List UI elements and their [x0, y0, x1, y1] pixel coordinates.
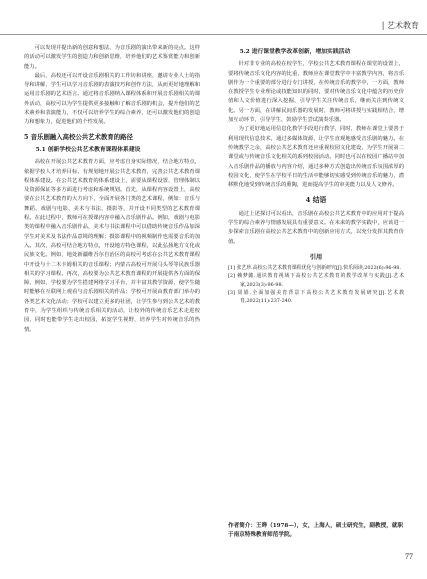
reference-item-2: [2] 赖梦懿.通识教育视域下高校公共艺术教育的教学改革与实践[J].艺术家,2023(3):96-98.	[228, 273, 404, 288]
subsection-heading-5-2: 5.2 进行课堂教学改革创新，增加实践活动	[239, 49, 351, 55]
left-column	[24, 44, 200, 335]
reference-item-1: [1] 张艺珍.高校公共艺术教育课程优化与创新研究[J].快乐阅读,2023(6):96-98.	[228, 265, 401, 272]
section-heading-5: 5 音乐剧融入高校公共艺术教育的路径	[24, 132, 133, 141]
references-heading: 引用	[309, 253, 323, 261]
author-bio: 作者简介：王晔（1978—），女，上海人，硕士研究生，副教授，就职于南京特殊教育师范学院。	[228, 523, 403, 538]
right-paragraph-2: 为了更好地运用信息化教学手段进行教学，同时，教师在课堂上要善于利用现代信息技术，通过多媒体资源，让学生直观地感受音乐剧的魅力。在传统教学之余，高校公共艺术教育还应重视校园文化建设，为学生开展第二课堂或与传统音乐文化相关的系列校园活动。同时也可以在校园广播站中加入音乐剧作品的播放与内容介绍，通过多种方式创造出传统音乐氛围浓厚的校园文化，使学生在学校平日的生活中能够切实感受到传统音乐的魅力，潜移默化地受到传统音乐的熏陶，进而提高学生的审美能力以及人文修养。	[228, 126, 404, 189]
left-paragraph-3: 高校在开展公共艺术教育方面，应考虑自身实际情况，结合地方特点，依据学校人才培养目标，有规划地开展公共艺术教育，完善公共艺术教育课程体系建设。在公共艺术教育的体系建设上，需要从课程设置、管理体制以及资源保证等多方面进行考虑和系统规划。首先，从课程内容设置上，高校要在公共艺术教育的大方向下，全面开展各门类的艺术课程，例如：音乐与舞蹈、戏剧与电影、美术与书法、摄影等，并开设不同类型的艺术教育课程。在此过程中，教师可在授课内容中融入音乐剧作品。例如，戏剧与电影类的课程中融入音乐剧作品，美术与书法课程中可以借助传统音乐作品加深学生对美术及书法作品意境的理解；摄影课程中的视频制作也需要音乐的加入。其次，高校可结合地方特点，开设地方特色课程，以此弘扬地方文化或民族文化。例如，地处新疆维吾尔自治区的高校可考虑在公共艺术教育课程中开设与十二木卡姆相关的音乐课程；内蒙古高校可开展马头琴等民族乐器相关的学习课程。再次，高校要为公共艺术教育课程的开展提供各方面的保障，例如，学校要为学生搭建网络学习平台，并丰富其教学资源，使学生随时能够在互联网上观看与音乐剧相关的作品；学校可开展由教育部门举办的各类艺术文化活动；学校可以建立更多的社团，让学生参与到公共艺术的教育中，为学生组织与传统音乐相关的活动，让校外的传统音乐艺术走进校园，同时也能带学生走出校园，拓宽学生视野，培养学生对传统音乐的热情。	[24, 159, 200, 333]
left-paragraph-2: 最后，高校还可以开设音乐剧相关的工作坊和讲座，邀请专业人士的指导和讲解，学生可以学习音乐剧的表演技巧和创作方法，从而更好地理解和运用音乐剧的艺术语言。通过将音乐剧纳入课程体系和开展音乐剧相关的课外活动，高校可以为学生提供更多接触和了解音乐剧的机会，提升他们的艺术素养和表演能力，不仅可以培养学生的综合素养，还可以激发他们的创造力和想象力，促进他们的个性发展。	[24, 72, 200, 126]
right-column	[228, 44, 404, 305]
conclusion-paragraph: 通过上述探讨可以看出，音乐剧在高校公共艺术教育中的应用对于提高学生的综合素养与情感发展具有重要意义。在未来的教学实践中，应该进一步探索音乐剧在高校公共艺术教育中的创新应用方式，以充分发挥其教育价值。	[228, 210, 404, 245]
page-number: 77	[405, 552, 413, 561]
header-rule	[0, 34, 427, 35]
reference-item-3: [3] 周娟.全面加强美育背景下高校公共艺术教育发展研究[J].艺术教育,2022(11):237-240.	[228, 289, 404, 305]
left-paragraph-1: 可以发现并提出新的创意和想法，为音乐剧的演出带来新的亮点。这样的活动可以激发学生的创造力和创新思维，培养他们的艺术鉴赏能力和创新能力。	[24, 45, 200, 70]
conclusion-heading: 4 结语	[305, 196, 327, 205]
subsection-heading-5-1: 5.1 创新学校公共艺术教育课程体系建设	[35, 146, 141, 153]
right-paragraph-1: 针对非专业的高校在校学生，学校公共艺术教育课程在课堂的设置上，要将传统音乐文化内容的比重，教师应在课堂教学中丰富教学内容，将音乐剧作为一个重要的部分进行专门讲授，在传统音乐的教学中，一方面，教师在教授学生专业理论或技能知识的同时，要对传统音乐文化中蕴含的历史价值和人文价值进行深入挖掘，引导学生关注传统音乐，继而关注到传统文化。另一方面，在讲解民间乐器的发展时，教师可将讲授与实践相结合，增加互动环节，引导学生，鼓励学生尝试演奏乐器。	[228, 61, 404, 124]
section-tag: | 艺术教育	[381, 21, 419, 30]
